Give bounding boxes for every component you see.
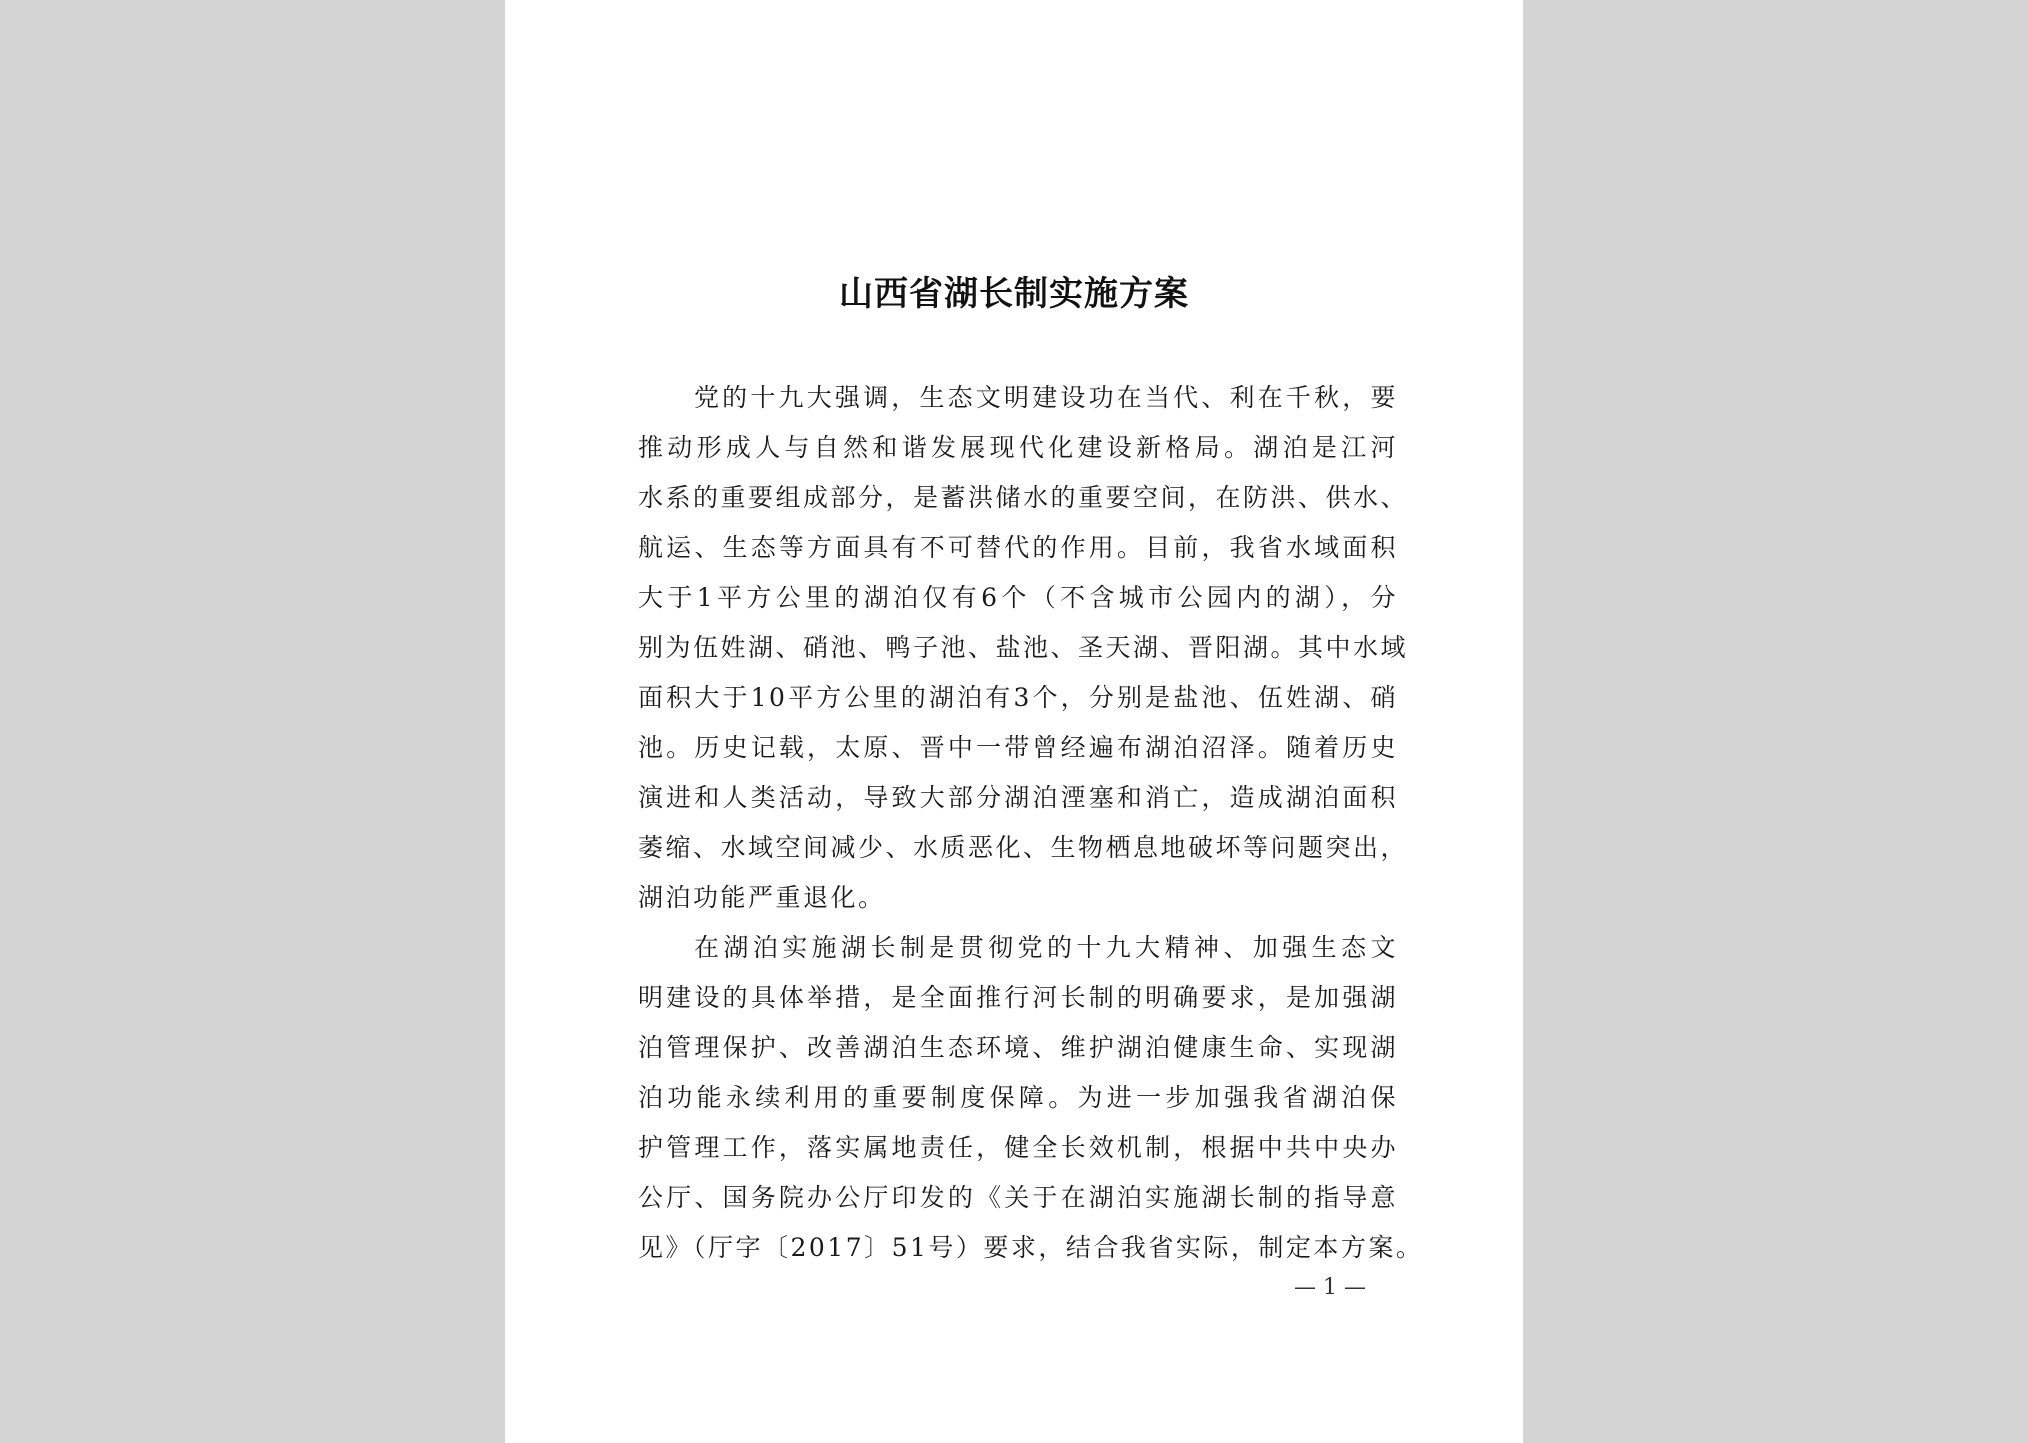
text-line: 萎缩、水域空间减少、水质恶化、生物栖息地破坏等问题突出， bbox=[638, 833, 1409, 862]
text-line: 公厅、国务院办公厅印发的《关于在湖泊实施湖长制的指导意 bbox=[638, 1183, 1398, 1212]
text-line: 见》（厅字〔2017〕51号）要求，结合我省实际，制定本方案。 bbox=[638, 1233, 1424, 1262]
text-line: 推动形成人与自然和谐发展现代化建设新格局。湖泊是江河 bbox=[638, 433, 1398, 462]
text-line: 党的十九大强调，生态文明建设功在当代、利在千秋，要 bbox=[694, 383, 1398, 412]
text-line: 大于1平方公里的湖泊仅有6个（不含城市公园内的湖），分 bbox=[638, 583, 1398, 612]
text-line: 别为伍姓湖、硝池、鸭子池、盐池、圣天湖、晋阳湖。其中水域 bbox=[638, 633, 1409, 662]
text-line: 泊功能永续利用的重要制度保障。为进一步加强我省湖泊保 bbox=[638, 1083, 1398, 1112]
document-page bbox=[505, 0, 1523, 1443]
text-line: 泊管理保护、改善湖泊生态环境、维护湖泊健康生命、实现湖 bbox=[638, 1033, 1398, 1062]
text-line: 面积大于10平方公里的湖泊有3个，分别是盐池、伍姓湖、硝 bbox=[638, 683, 1398, 712]
text-line: 湖泊功能严重退化。 bbox=[638, 883, 886, 912]
text-line: 航运、生态等方面具有不可替代的作用。目前，我省水域面积 bbox=[638, 533, 1398, 562]
document-body bbox=[638, 373, 1424, 1273]
text-line: 水系的重要组成部分，是蓄洪储水的重要空间，在防洪、供水、 bbox=[638, 483, 1409, 512]
text-line: 在湖泊实施湖长制是贯彻党的十九大精神、加强生态文 bbox=[694, 933, 1398, 962]
text-line: 护管理工作，落实属地责任，健全长效机制，根据中共中央办 bbox=[638, 1133, 1398, 1162]
text-line: 池。历史记载，太原、晋中一带曾经遍布湖泊沼泽。随着历史 bbox=[638, 733, 1398, 762]
document-title: 山西省湖长制实施方案 bbox=[839, 274, 1189, 314]
text-line: 明建设的具体举措，是全面推行河长制的明确要求，是加强湖 bbox=[638, 983, 1398, 1012]
page-number: — 1 — bbox=[1294, 1275, 1366, 1300]
text-line: 演进和人类活动，导致大部分湖泊湮塞和消亡，造成湖泊面积 bbox=[638, 783, 1398, 812]
